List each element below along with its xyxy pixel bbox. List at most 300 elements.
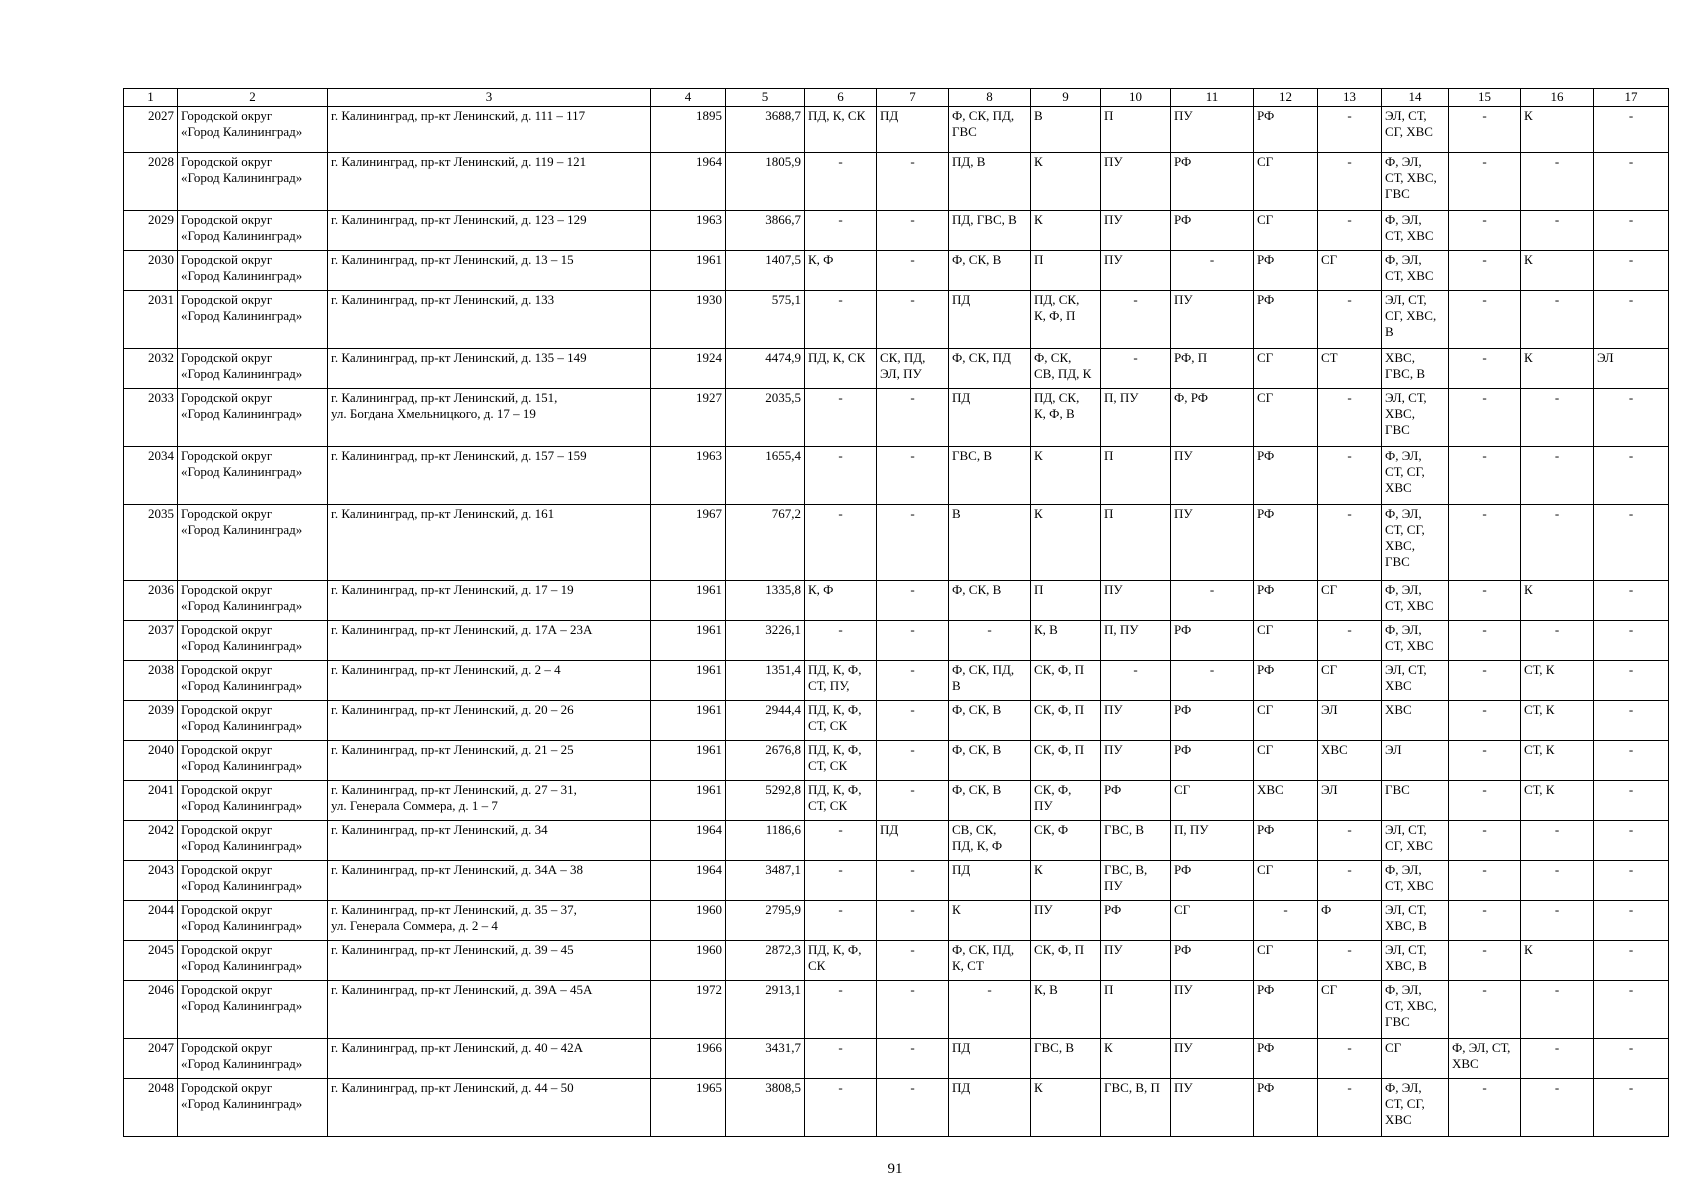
table-cell-col-1: 2043 (124, 861, 178, 901)
table-cell-col-9: К (1031, 153, 1101, 211)
table-cell-col-12: СГ (1254, 621, 1318, 661)
table-cell-col-6: - (805, 861, 877, 901)
table-cell-col-3: г. Калининград, пр-кт Ленинский, д. 20 – 26 (328, 701, 651, 741)
table-cell-col-6: - (805, 389, 877, 447)
table-cell-col-12: СГ (1254, 349, 1318, 389)
table-cell-col-3: г. Калининград, пр-кт Ленинский, д. 17 – 19 (328, 581, 651, 621)
table-cell-col-12: СГ (1254, 211, 1318, 251)
table-cell-col-14: Ф, ЭЛ, СТ, ХВС (1382, 211, 1449, 251)
table-cell-col-9: СК, Ф, П (1031, 701, 1101, 741)
table-cell-col-6: ПД, К, Ф, СТ, СК (805, 741, 877, 781)
table-cell-col-3: г. Калининград, пр-кт Ленинский, д. 2 – 4 (328, 661, 651, 701)
table-cell-col-12: СГ (1254, 153, 1318, 211)
table-cell-col-14: ЭЛ, СТ, ХВС, ГВС (1382, 389, 1449, 447)
table-row (124, 211, 1669, 251)
table-cell-col-1: 2028 (124, 153, 178, 211)
table-cell-col-9: В (1031, 107, 1101, 153)
table-cell-col-7: - (877, 781, 949, 821)
table-cell-col-14: Ф, ЭЛ, СТ, ХВС, ГВС (1382, 153, 1449, 211)
table-cell-col-2: Городской округ «Город Калининград» (178, 1079, 328, 1137)
table-cell-col-11: ПУ (1171, 107, 1254, 153)
table-cell-col-12: РФ (1254, 981, 1318, 1039)
table-cell-col-7: - (877, 211, 949, 251)
table-row (124, 349, 1669, 389)
table-cell-col-17: - (1594, 981, 1669, 1039)
table-row (124, 581, 1669, 621)
table-cell-col-5: 1655,4 (726, 447, 805, 505)
table-cell-col-2: Городской округ «Город Калининград» (178, 107, 328, 153)
table-cell-col-4: 1965 (651, 1079, 726, 1137)
table-cell-col-17: - (1594, 291, 1669, 349)
table-cell-col-15: - (1449, 901, 1521, 941)
table-cell-col-14: Ф, ЭЛ, СТ, СГ, ХВС (1382, 447, 1449, 505)
table-cell-col-12: РФ (1254, 251, 1318, 291)
table-cell-col-15: - (1449, 861, 1521, 901)
table-cell-col-6: К, Ф (805, 251, 877, 291)
table-cell-col-13: СТ (1318, 349, 1382, 389)
table-cell-col-17: - (1594, 821, 1669, 861)
table-cell-col-5: 3808,5 (726, 1079, 805, 1137)
table-cell-col-12: СГ (1254, 741, 1318, 781)
column-header-14: 14 (1382, 89, 1449, 107)
table-cell-col-15: - (1449, 781, 1521, 821)
table-cell-col-2: Городской округ «Город Калининград» (178, 1039, 328, 1079)
table-cell-col-15: Ф, ЭЛ, СТ, ХВС (1449, 1039, 1521, 1079)
table-cell-col-3: г. Калининград, пр-кт Ленинский, д. 133 (328, 291, 651, 349)
table-cell-col-14: Ф, ЭЛ, СТ, ХВС (1382, 861, 1449, 901)
table-cell-col-7: - (877, 581, 949, 621)
column-header-13: 13 (1318, 89, 1382, 107)
table-cell-col-7: - (877, 701, 949, 741)
table-cell-col-1: 2032 (124, 349, 178, 389)
table-cell-col-1: 2037 (124, 621, 178, 661)
table-cell-col-4: 1961 (651, 661, 726, 701)
table-cell-col-7: - (877, 661, 949, 701)
table-cell-col-4: 1927 (651, 389, 726, 447)
table-cell-col-8: - (949, 621, 1031, 661)
column-header-6: 6 (805, 89, 877, 107)
table-cell-col-4: 1961 (651, 621, 726, 661)
table-cell-col-13: - (1318, 1079, 1382, 1137)
table-cell-col-10: ГВС, В (1101, 821, 1171, 861)
table-cell-col-13: ХВС (1318, 741, 1382, 781)
table-cell-col-14: ЭЛ, СТ, СГ, ХВС (1382, 821, 1449, 861)
column-header-10: 10 (1101, 89, 1171, 107)
table-cell-col-16: К (1521, 251, 1594, 291)
table-cell-col-2: Городской округ «Город Калининград» (178, 901, 328, 941)
table-cell-col-10: ПУ (1101, 251, 1171, 291)
table-cell-col-15: - (1449, 661, 1521, 701)
table-cell-col-7: - (877, 861, 949, 901)
table-cell-col-9: СК, Ф, П (1031, 741, 1101, 781)
table-row (124, 505, 1669, 581)
table-cell-col-6: - (805, 153, 877, 211)
table-cell-col-17: - (1594, 661, 1669, 701)
column-header-15: 15 (1449, 89, 1521, 107)
table-cell-col-9: К, В (1031, 621, 1101, 661)
table-cell-col-15: - (1449, 981, 1521, 1039)
table-cell-col-8: Ф, СК, ПД (949, 349, 1031, 389)
table-cell-col-7: - (877, 621, 949, 661)
table-row (124, 861, 1669, 901)
table-cell-col-3: г. Калининград, пр-кт Ленинский, д. 21 – 25 (328, 741, 651, 781)
table-cell-col-6: - (805, 211, 877, 251)
table-cell-col-16: - (1521, 211, 1594, 251)
table-cell-col-11: ПУ (1171, 291, 1254, 349)
table-cell-col-12: СГ (1254, 389, 1318, 447)
table-cell-col-5: 2913,1 (726, 981, 805, 1039)
table-cell-col-8: ПД, В (949, 153, 1031, 211)
table-cell-col-10: ПУ (1101, 701, 1171, 741)
table-cell-col-4: 1895 (651, 107, 726, 153)
table-cell-col-8: ПД (949, 1079, 1031, 1137)
table-cell-col-12: РФ (1254, 821, 1318, 861)
table-cell-col-11: ПУ (1171, 447, 1254, 505)
table-cell-col-5: 1805,9 (726, 153, 805, 211)
table-row (124, 941, 1669, 981)
table-cell-col-6: - (805, 901, 877, 941)
table-cell-col-8: - (949, 981, 1031, 1039)
table-row (124, 153, 1669, 211)
table-cell-col-10: ГВС, В, П (1101, 1079, 1171, 1137)
table-cell-col-17: - (1594, 581, 1669, 621)
column-header-1: 1 (124, 89, 178, 107)
table-cell-col-6: ПД, К, Ф, СК (805, 941, 877, 981)
table-cell-col-10: П, ПУ (1101, 621, 1171, 661)
table-cell-col-7: - (877, 901, 949, 941)
table-cell-col-1: 2039 (124, 701, 178, 741)
table-cell-col-8: ПД (949, 389, 1031, 447)
table-cell-col-13: - (1318, 941, 1382, 981)
table-cell-col-11: РФ (1171, 621, 1254, 661)
table-cell-col-4: 1960 (651, 901, 726, 941)
table-cell-col-9: К (1031, 861, 1101, 901)
table-cell-col-16: - (1521, 389, 1594, 447)
table-cell-col-15: - (1449, 349, 1521, 389)
table-cell-col-11: РФ (1171, 741, 1254, 781)
table-cell-col-4: 1966 (651, 1039, 726, 1079)
table-cell-col-13: ЭЛ (1318, 701, 1382, 741)
table-cell-col-15: - (1449, 581, 1521, 621)
table-cell-col-6: - (805, 621, 877, 661)
table-cell-col-1: 2030 (124, 251, 178, 291)
table-cell-col-8: СВ, СК, ПД, К, Ф (949, 821, 1031, 861)
table-cell-col-11: ПУ (1171, 1079, 1254, 1137)
table-cell-col-3: г. Калининград, пр-кт Ленинский, д. 13 – 15 (328, 251, 651, 291)
table-cell-col-9: ПУ (1031, 901, 1101, 941)
table-cell-col-12: РФ (1254, 505, 1318, 581)
table-cell-col-17: - (1594, 861, 1669, 901)
table-cell-col-14: ХВС (1382, 701, 1449, 741)
table-cell-col-4: 1964 (651, 861, 726, 901)
table-cell-col-4: 1961 (651, 781, 726, 821)
table-cell-col-13: - (1318, 621, 1382, 661)
table-cell-col-17: - (1594, 621, 1669, 661)
table-cell-col-15: - (1449, 741, 1521, 781)
table-cell-col-7: - (877, 389, 949, 447)
table-cell-col-12: РФ (1254, 291, 1318, 349)
table-cell-col-3: г. Калининград, пр-кт Ленинский, д. 135 – 149 (328, 349, 651, 389)
table-cell-col-17: - (1594, 153, 1669, 211)
table-cell-col-4: 1961 (651, 701, 726, 741)
table-cell-col-1: 2046 (124, 981, 178, 1039)
table-cell-col-17: - (1594, 901, 1669, 941)
table-cell-col-6: ПД, К, Ф, СТ, СК (805, 701, 877, 741)
table-cell-col-3: г. Калининград, пр-кт Ленинский, д. 44 – 50 (328, 1079, 651, 1137)
table-cell-col-10: ПУ (1101, 741, 1171, 781)
table-cell-col-9: К (1031, 505, 1101, 581)
table-cell-col-6: К, Ф (805, 581, 877, 621)
table-cell-col-8: Ф, СК, В (949, 581, 1031, 621)
table-cell-col-12: РФ (1254, 661, 1318, 701)
table-cell-col-3: г. Калининград, пр-кт Ленинский, д. 119 – 121 (328, 153, 651, 211)
table-cell-col-8: ПД (949, 1039, 1031, 1079)
table-cell-col-7: - (877, 1079, 949, 1137)
table-row (124, 621, 1669, 661)
table-cell-col-1: 2029 (124, 211, 178, 251)
table-cell-col-13: - (1318, 447, 1382, 505)
table-cell-col-7: - (877, 981, 949, 1039)
table-cell-col-9: СК, Ф, П (1031, 661, 1101, 701)
table-cell-col-8: Ф, СК, ПД, В (949, 661, 1031, 701)
table-cell-col-14: ХВС, ГВС, В (1382, 349, 1449, 389)
table-row (124, 447, 1669, 505)
table-cell-col-16: СТ, К (1521, 781, 1594, 821)
table-cell-col-1: 2035 (124, 505, 178, 581)
table-cell-col-12: СГ (1254, 941, 1318, 981)
table-cell-col-2: Городской округ «Город Калининград» (178, 821, 328, 861)
table-cell-col-9: СК, Ф, ПУ (1031, 781, 1101, 821)
table-cell-col-5: 767,2 (726, 505, 805, 581)
table-cell-col-17: - (1594, 251, 1669, 291)
table-cell-col-9: СК, Ф (1031, 821, 1101, 861)
table-cell-col-4: 1961 (651, 581, 726, 621)
table-cell-col-16: - (1521, 981, 1594, 1039)
table-cell-col-4: 1967 (651, 505, 726, 581)
table-cell-col-6: - (805, 505, 877, 581)
table-cell-col-13: СГ (1318, 581, 1382, 621)
table-cell-col-5: 2676,8 (726, 741, 805, 781)
table-cell-col-16: К (1521, 107, 1594, 153)
table-cell-col-3: г. Калининград, пр-кт Ленинский, д. 39 – 45 (328, 941, 651, 981)
column-header-5: 5 (726, 89, 805, 107)
table-cell-col-8: ПД, ГВС, В (949, 211, 1031, 251)
table-cell-col-11: - (1171, 251, 1254, 291)
table-cell-col-1: 2038 (124, 661, 178, 701)
table-cell-col-1: 2044 (124, 901, 178, 941)
table-cell-col-2: Городской округ «Город Калининград» (178, 941, 328, 981)
table-cell-col-12: РФ (1254, 1079, 1318, 1137)
table-cell-col-11: РФ, П (1171, 349, 1254, 389)
table-cell-col-12: СГ (1254, 701, 1318, 741)
table-cell-col-17: - (1594, 941, 1669, 981)
table-cell-col-6: ПД, К, СК (805, 107, 877, 153)
table-cell-col-10: П (1101, 981, 1171, 1039)
table-row (124, 251, 1669, 291)
table-cell-col-1: 2031 (124, 291, 178, 349)
table-cell-col-6: - (805, 821, 877, 861)
table-cell-col-5: 4474,9 (726, 349, 805, 389)
table-cell-col-8: Ф, СК, В (949, 781, 1031, 821)
table-cell-col-5: 1351,4 (726, 661, 805, 701)
table-cell-col-3: г. Калининград, пр-кт Ленинский, д. 123 – 129 (328, 211, 651, 251)
table-cell-col-14: ЭЛ, СТ, ХВС, В (1382, 941, 1449, 981)
table-cell-col-13: - (1318, 821, 1382, 861)
table-cell-col-4: 1960 (651, 941, 726, 981)
table-cell-col-6: - (805, 981, 877, 1039)
table-cell-col-7: - (877, 153, 949, 211)
table-cell-col-16: СТ, К (1521, 741, 1594, 781)
table-row (124, 781, 1669, 821)
column-header-3: 3 (328, 89, 651, 107)
table-cell-col-4: 1963 (651, 447, 726, 505)
table-cell-col-11: РФ (1171, 701, 1254, 741)
table-cell-col-8: Ф, СК, ПД, ГВС (949, 107, 1031, 153)
table-cell-col-4: 1930 (651, 291, 726, 349)
table-cell-col-14: Ф, ЭЛ, СТ, ХВС (1382, 581, 1449, 621)
table-cell-col-2: Городской округ «Город Калининград» (178, 211, 328, 251)
table-cell-col-1: 2036 (124, 581, 178, 621)
table-cell-col-9: К (1031, 1079, 1101, 1137)
table-cell-col-16: - (1521, 153, 1594, 211)
table-cell-col-2: Городской округ «Город Калининград» (178, 741, 328, 781)
table-row (124, 1039, 1669, 1079)
table-cell-col-16: - (1521, 291, 1594, 349)
table-cell-col-11: ПУ (1171, 1039, 1254, 1079)
table-cell-col-12: ХВС (1254, 781, 1318, 821)
table-cell-col-4: 1961 (651, 741, 726, 781)
table-cell-col-10: ПУ (1101, 211, 1171, 251)
table-cell-col-2: Городской округ «Город Калининград» (178, 981, 328, 1039)
table-cell-col-10: ПУ (1101, 581, 1171, 621)
table-cell-col-10: - (1101, 661, 1171, 701)
table-cell-col-16: - (1521, 861, 1594, 901)
table-cell-col-1: 2034 (124, 447, 178, 505)
table-cell-col-6: ПД, К, Ф, СТ, СК (805, 781, 877, 821)
table-cell-col-11: СГ (1171, 901, 1254, 941)
table-cell-col-3: г. Калининград, пр-кт Ленинский, д. 157 – 159 (328, 447, 651, 505)
table-cell-col-17: - (1594, 1039, 1669, 1079)
table-cell-col-16: - (1521, 901, 1594, 941)
table-cell-col-10: П (1101, 505, 1171, 581)
column-header-17: 17 (1594, 89, 1669, 107)
table-cell-col-14: Ф, ЭЛ, СТ, ХВС (1382, 621, 1449, 661)
table-cell-col-13: СГ (1318, 981, 1382, 1039)
table-cell-col-7: - (877, 447, 949, 505)
table-cell-col-1: 2027 (124, 107, 178, 153)
table-cell-col-8: Ф, СК, ПД, К, СТ (949, 941, 1031, 981)
table-cell-col-15: - (1449, 941, 1521, 981)
column-header-16: 16 (1521, 89, 1594, 107)
table-cell-col-2: Городской округ «Город Калининград» (178, 447, 328, 505)
table-cell-col-5: 1407,5 (726, 251, 805, 291)
table-cell-col-6: - (805, 1039, 877, 1079)
table-cell-col-5: 575,1 (726, 291, 805, 349)
table-cell-col-7: - (877, 251, 949, 291)
table-cell-col-3: г. Калининград, пр-кт Ленинский, д. 17А – 23А (328, 621, 651, 661)
table-row (124, 821, 1669, 861)
table-cell-col-10: - (1101, 291, 1171, 349)
table-cell-col-5: 2035,5 (726, 389, 805, 447)
table-cell-col-11: ПУ (1171, 505, 1254, 581)
table-cell-col-5: 3866,7 (726, 211, 805, 251)
table-cell-col-5: 1335,8 (726, 581, 805, 621)
table-cell-col-3: г. Калининград, пр-кт Ленинский, д. 111 – 117 (328, 107, 651, 153)
table-cell-col-10: РФ (1101, 901, 1171, 941)
table-cell-col-11: П, ПУ (1171, 821, 1254, 861)
table-cell-col-5: 5292,8 (726, 781, 805, 821)
table-cell-col-2: Городской округ «Город Калининград» (178, 349, 328, 389)
table-cell-col-7: - (877, 941, 949, 981)
table-cell-col-3: г. Калининград, пр-кт Ленинский, д. 151, ул. Богдана Хмельницкого, д. 17 – 19 (328, 389, 651, 447)
table-cell-col-15: - (1449, 389, 1521, 447)
table-cell-col-1: 2042 (124, 821, 178, 861)
table-cell-col-7: СК, ПД, ЭЛ, ПУ (877, 349, 949, 389)
table-cell-col-14: ГВС (1382, 781, 1449, 821)
table-cell-col-17: - (1594, 1079, 1669, 1137)
table-cell-col-16: СТ, К (1521, 701, 1594, 741)
table-cell-col-1: 2033 (124, 389, 178, 447)
table-cell-col-1: 2047 (124, 1039, 178, 1079)
table-cell-col-2: Городской округ «Город Калининград» (178, 153, 328, 211)
table-cell-col-12: СГ (1254, 861, 1318, 901)
table-cell-col-13: - (1318, 389, 1382, 447)
table-cell-col-9: К, В (1031, 981, 1101, 1039)
table-cell-col-17: - (1594, 505, 1669, 581)
column-header-8: 8 (949, 89, 1031, 107)
table-cell-col-5: 3226,1 (726, 621, 805, 661)
table-cell-col-6: - (805, 291, 877, 349)
table-cell-col-10: ПУ (1101, 941, 1171, 981)
table-cell-col-13: СГ (1318, 661, 1382, 701)
table-cell-col-10: П (1101, 107, 1171, 153)
table-cell-col-9: К (1031, 447, 1101, 505)
table-cell-col-5: 3487,1 (726, 861, 805, 901)
table-cell-col-2: Городской округ «Город Калининград» (178, 505, 328, 581)
table-row (124, 661, 1669, 701)
table-cell-col-10: РФ (1101, 781, 1171, 821)
table-cell-col-7: ПД (877, 107, 949, 153)
table-cell-col-3: г. Калининград, пр-кт Ленинский, д. 35 – 37, ул. Генерала Соммера, д. 2 – 4 (328, 901, 651, 941)
table-cell-col-15: - (1449, 821, 1521, 861)
table-cell-col-9: Ф, СК, СВ, ПД, К (1031, 349, 1101, 389)
table-cell-col-3: г. Калининград, пр-кт Ленинский, д. 40 – 42А (328, 1039, 651, 1079)
table-cell-col-15: - (1449, 211, 1521, 251)
table-cell-col-10: П (1101, 447, 1171, 505)
table-cell-col-14: Ф, ЭЛ, СТ, ХВС, ГВС (1382, 981, 1449, 1039)
table-cell-col-1: 2045 (124, 941, 178, 981)
table-cell-col-16: - (1521, 821, 1594, 861)
table-cell-col-10: К (1101, 1039, 1171, 1079)
table-cell-col-17: - (1594, 701, 1669, 741)
table-cell-col-13: Ф (1318, 901, 1382, 941)
table-cell-col-16: СТ, К (1521, 661, 1594, 701)
table-cell-col-5: 2795,9 (726, 901, 805, 941)
table-cell-col-17: - (1594, 211, 1669, 251)
table-cell-col-3: г. Калининград, пр-кт Ленинский, д. 27 – 31, ул. Генерала Соммера, д. 1 – 7 (328, 781, 651, 821)
table-cell-col-2: Городской округ «Город Калининград» (178, 389, 328, 447)
table-cell-col-13: - (1318, 153, 1382, 211)
table-cell-col-17: ЭЛ (1594, 349, 1669, 389)
table-cell-col-14: ЭЛ (1382, 741, 1449, 781)
table-cell-col-8: К (949, 901, 1031, 941)
table-cell-col-13: - (1318, 291, 1382, 349)
table-cell-col-11: СГ (1171, 781, 1254, 821)
table-cell-col-10: П, ПУ (1101, 389, 1171, 447)
table-cell-col-11: Ф, РФ (1171, 389, 1254, 447)
table-cell-col-2: Городской округ «Город Калининград» (178, 861, 328, 901)
table-cell-col-7: - (877, 505, 949, 581)
